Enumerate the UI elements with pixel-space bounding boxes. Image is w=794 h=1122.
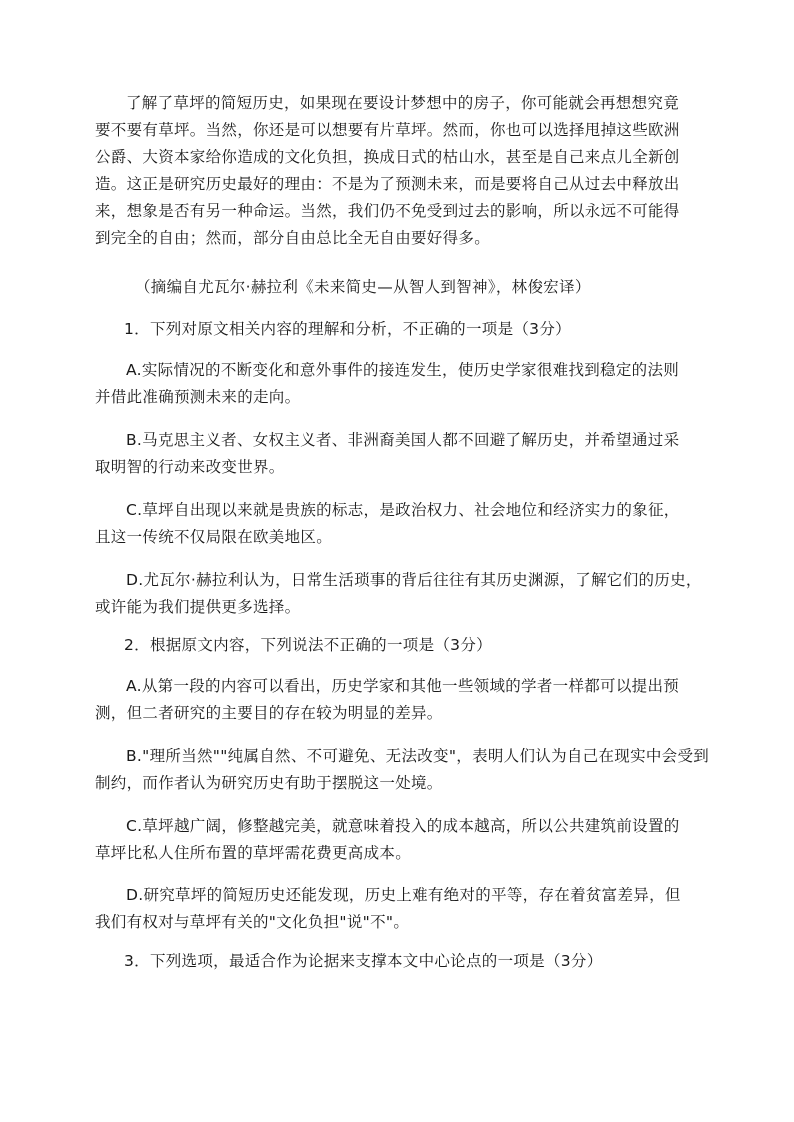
paragraph-line: 造。这正是研究历史最好的理由：不是为了预测未来，而是要将自己从过去中释放出 [95,175,680,193]
question-1-option-b [95,427,707,481]
option-line: D.尤瓦尔·赫拉利认为，日常生活琐事的背后往往有其历史渊源，了解它们的历史， [126,571,702,589]
option-line: 且这一传统不仅局限在欧美地区。 [95,528,333,546]
option-line: A.从第一段的内容可以看出，历史学家和其他一些领域的学者一样都可以提出预 [126,677,680,695]
question-1 [95,316,707,343]
option-line: 或许能为我们提供更多选择。 [95,598,301,616]
question-stem: 2．根据原文内容，下列说法不正确的一项是（3分） [124,636,492,654]
question-2 [95,632,707,659]
option-line: D.研究草坪的简短历史还能发现，历史上难有绝对的平等，存在着贫富差异，但 [126,886,681,904]
question-1-option-a [95,357,707,411]
option-line: 草坪比私人住所布置的草坪需花费更高成本。 [95,844,412,862]
paragraph-line: 要不要有草坪。当然，你还是可以想要有片草坪。然而，你也可以选择甩掉这些欧洲 [95,121,680,139]
paragraph-line: 来，想象是否有另一种命运。当然，我们仍不免受到过去的影响，所以永远不可能得 [95,202,680,220]
paragraph-line: 了解了草坪的简短历史，如果现在要设计梦想中的房子，你可能就会再想想究竟 [126,94,680,112]
question-stem: 3．下列选项，最适合作为论据来支撑本文中心论点的一项是（3分） [124,952,603,970]
paragraph-line: 到完全的自由；然而，部分自由总比全无自由要好得多。 [95,229,491,247]
question-2-option-a [95,673,707,727]
credit-line: （摘编自尤瓦尔·赫拉利《未来简史—从智人到智神》，林俊宏译） [135,278,591,296]
option-line: 制约，而作者认为研究历史有助于摆脱这一处境。 [95,774,443,792]
option-line: 我们有权对与草坪有关的"文化负担"说"不"。 [95,913,410,931]
question-1-option-c [95,497,707,551]
question-2-option-d [95,882,707,936]
source-credit [95,274,707,301]
question-2-option-c [95,813,707,867]
question-stem: 1．下列对原文相关内容的理解和分析，不正确的一项是（3分） [124,320,571,338]
paragraph-line: 公爵、大资本家给你造成的文化负担，换成日式的枯山水，甚至是自己来点儿全新创 [95,148,680,166]
body-paragraph [95,90,707,252]
option-line: 并借此准确预测未来的走向。 [95,388,301,406]
option-line: 取明智的行动来改变世界。 [95,458,285,476]
question-2-option-b [95,743,710,797]
question-1-option-d [95,567,707,621]
option-line: B."理所当然""纯属自然、不可避免、无法改变"，表明人们认为自己在现实中会受到 [126,747,710,765]
option-line: C.草坪自出现以来就是贵族的标志，是政治权力、社会地位和经济实力的象征， [126,501,680,519]
option-line: 测，但二者研究的主要目的存在较为明显的差异。 [95,704,443,722]
option-line: C.草坪越广阔，修整越完美，就意味着投入的成本越高，所以公共建筑前设置的 [126,817,680,835]
option-line: A.实际情况的不断变化和意外事件的接连发生，使历史学家很难找到稳定的法则 [126,361,680,379]
option-line: B.马克思主义者、女权主义者、非洲裔美国人都不回避了解历史，并希望通过采 [126,431,680,449]
question-3 [95,948,707,975]
